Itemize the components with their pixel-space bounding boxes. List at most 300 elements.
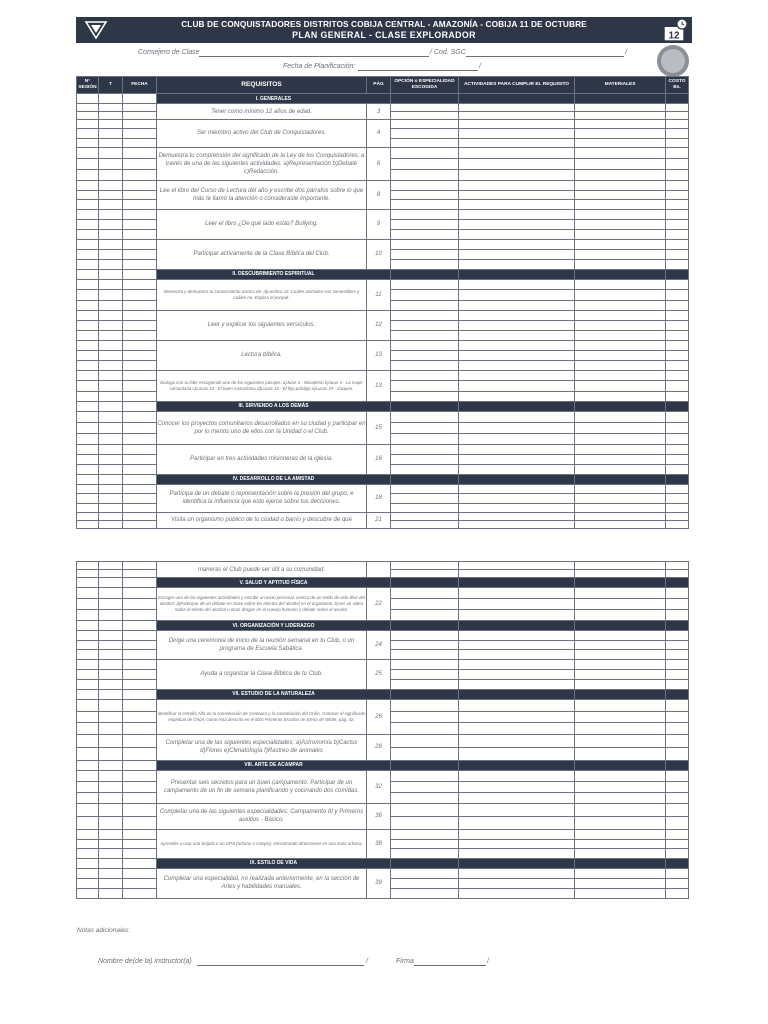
date-cell[interactable] <box>123 249 157 259</box>
cost-cell[interactable] <box>666 300 689 310</box>
t-cell[interactable] <box>99 816 123 829</box>
session-cell[interactable] <box>77 104 99 112</box>
cost-cell[interactable] <box>666 747 689 760</box>
materials-cell[interactable] <box>575 320 666 330</box>
option-cell[interactable] <box>391 679 459 689</box>
option-cell[interactable] <box>391 190 459 200</box>
activities-cell[interactable] <box>459 770 575 781</box>
session-cell[interactable] <box>77 484 99 493</box>
cost-cell[interactable] <box>666 512 689 520</box>
session-cell[interactable] <box>77 330 99 340</box>
option-cell[interactable] <box>391 747 459 760</box>
materials-cell[interactable] <box>575 659 666 669</box>
materials-cell[interactable] <box>575 104 666 112</box>
activities-cell[interactable] <box>459 562 575 570</box>
cost-cell[interactable] <box>666 699 689 711</box>
activities-cell[interactable] <box>459 640 575 650</box>
option-cell[interactable] <box>391 259 459 269</box>
t-cell[interactable] <box>99 610 123 621</box>
activities-cell[interactable] <box>459 239 575 249</box>
option-cell[interactable] <box>391 454 459 464</box>
session-cell[interactable] <box>77 310 99 320</box>
t-cell[interactable] <box>99 300 123 310</box>
date-cell[interactable] <box>123 360 157 370</box>
materials-cell[interactable] <box>575 640 666 650</box>
activities-cell[interactable] <box>459 888 575 898</box>
option-cell[interactable] <box>391 734 459 747</box>
cost-cell[interactable] <box>666 444 689 454</box>
date-cell[interactable] <box>123 562 157 570</box>
t-cell[interactable] <box>99 129 123 138</box>
t-cell[interactable] <box>99 381 123 391</box>
materials-cell[interactable] <box>575 360 666 370</box>
session-cell[interactable] <box>77 631 99 641</box>
option-cell[interactable] <box>391 444 459 454</box>
session-cell[interactable] <box>77 239 99 249</box>
session-cell[interactable] <box>77 209 99 219</box>
date-cell[interactable] <box>123 320 157 330</box>
materials-cell[interactable] <box>575 190 666 200</box>
materials-cell[interactable] <box>575 330 666 340</box>
cost-cell[interactable] <box>666 422 689 433</box>
cost-cell[interactable] <box>666 169 689 180</box>
materials-cell[interactable] <box>575 588 666 599</box>
t-cell[interactable] <box>99 330 123 340</box>
materials-cell[interactable] <box>575 816 666 829</box>
date-cell[interactable] <box>123 454 157 464</box>
activities-cell[interactable] <box>459 454 575 464</box>
t-cell[interactable] <box>99 484 123 493</box>
activities-cell[interactable] <box>459 503 575 512</box>
option-cell[interactable] <box>391 104 459 112</box>
activities-cell[interactable] <box>459 849 575 859</box>
activities-cell[interactable] <box>459 350 575 360</box>
activities-cell[interactable] <box>459 219 575 229</box>
cost-cell[interactable] <box>666 669 689 679</box>
option-cell[interactable] <box>391 290 459 300</box>
option-cell[interactable] <box>391 588 459 599</box>
date-cell[interactable] <box>123 888 157 898</box>
cost-cell[interactable] <box>666 360 689 370</box>
option-cell[interactable] <box>391 340 459 350</box>
session-cell[interactable] <box>77 723 99 735</box>
cost-cell[interactable] <box>666 849 689 859</box>
cost-cell[interactable] <box>666 484 689 493</box>
date-cell[interactable] <box>123 599 157 610</box>
activities-cell[interactable] <box>459 112 575 120</box>
session-cell[interactable] <box>77 610 99 621</box>
session-cell[interactable] <box>77 138 99 147</box>
activities-cell[interactable] <box>459 391 575 401</box>
activities-cell[interactable] <box>459 650 575 660</box>
cost-cell[interactable] <box>666 259 689 269</box>
date-cell[interactable] <box>123 839 157 849</box>
option-cell[interactable] <box>391 770 459 781</box>
option-cell[interactable] <box>391 512 459 520</box>
date-cell[interactable] <box>123 770 157 781</box>
option-cell[interactable] <box>391 849 459 859</box>
activities-cell[interactable] <box>459 868 575 878</box>
cost-cell[interactable] <box>666 381 689 391</box>
t-cell[interactable] <box>99 588 123 599</box>
materials-cell[interactable] <box>575 279 666 289</box>
t-cell[interactable] <box>99 249 123 259</box>
cost-cell[interactable] <box>666 770 689 781</box>
option-cell[interactable] <box>391 381 459 391</box>
option-cell[interactable] <box>391 494 459 503</box>
activities-cell[interactable] <box>459 249 575 259</box>
option-cell[interactable] <box>391 640 459 650</box>
cost-cell[interactable] <box>666 792 689 803</box>
cost-cell[interactable] <box>666 816 689 829</box>
session-cell[interactable] <box>77 512 99 520</box>
cost-cell[interactable] <box>666 650 689 660</box>
materials-cell[interactable] <box>575 878 666 888</box>
option-cell[interactable] <box>391 503 459 512</box>
t-cell[interactable] <box>99 734 123 747</box>
materials-cell[interactable] <box>575 781 666 792</box>
date-cell[interactable] <box>123 711 157 723</box>
t-cell[interactable] <box>99 792 123 803</box>
cost-cell[interactable] <box>666 104 689 112</box>
materials-cell[interactable] <box>575 391 666 401</box>
activities-cell[interactable] <box>459 659 575 669</box>
activities-cell[interactable] <box>459 340 575 350</box>
date-cell[interactable] <box>123 631 157 641</box>
option-cell[interactable] <box>391 209 459 219</box>
t-cell[interactable] <box>99 829 123 839</box>
session-cell[interactable] <box>77 300 99 310</box>
option-cell[interactable] <box>391 520 459 528</box>
activities-cell[interactable] <box>459 734 575 747</box>
session-cell[interactable] <box>77 839 99 849</box>
cost-cell[interactable] <box>666 562 689 570</box>
option-cell[interactable] <box>391 350 459 360</box>
t-cell[interactable] <box>99 104 123 112</box>
cost-cell[interactable] <box>666 279 689 289</box>
session-cell[interactable] <box>77 433 99 444</box>
materials-cell[interactable] <box>575 631 666 641</box>
activities-cell[interactable] <box>459 610 575 621</box>
t-cell[interactable] <box>99 138 123 147</box>
option-cell[interactable] <box>391 562 459 570</box>
cost-cell[interactable] <box>666 659 689 669</box>
date-cell[interactable] <box>123 829 157 839</box>
cost-cell[interactable] <box>666 411 689 422</box>
materials-cell[interactable] <box>575 679 666 689</box>
session-cell[interactable] <box>77 599 99 610</box>
option-cell[interactable] <box>391 330 459 340</box>
activities-cell[interactable] <box>459 792 575 803</box>
cost-cell[interactable] <box>666 888 689 898</box>
materials-cell[interactable] <box>575 259 666 269</box>
session-cell[interactable] <box>77 888 99 898</box>
cost-cell[interactable] <box>666 138 689 147</box>
activities-cell[interactable] <box>459 484 575 493</box>
materials-cell[interactable] <box>575 599 666 610</box>
t-cell[interactable] <box>99 503 123 512</box>
option-cell[interactable] <box>391 422 459 433</box>
option-cell[interactable] <box>391 229 459 239</box>
session-cell[interactable] <box>77 249 99 259</box>
option-cell[interactable] <box>391 279 459 289</box>
materials-cell[interactable] <box>575 734 666 747</box>
option-cell[interactable] <box>391 433 459 444</box>
t-cell[interactable] <box>99 650 123 660</box>
t-cell[interactable] <box>99 158 123 169</box>
date-cell[interactable] <box>123 699 157 711</box>
activities-cell[interactable] <box>459 669 575 679</box>
session-cell[interactable] <box>77 120 99 129</box>
t-cell[interactable] <box>99 350 123 360</box>
option-cell[interactable] <box>391 360 459 370</box>
t-cell[interactable] <box>99 770 123 781</box>
date-cell[interactable] <box>123 723 157 735</box>
materials-cell[interactable] <box>575 370 666 380</box>
date-cell[interactable] <box>123 239 157 249</box>
t-cell[interactable] <box>99 723 123 735</box>
option-cell[interactable] <box>391 249 459 259</box>
option-cell[interactable] <box>391 464 459 474</box>
date-cell[interactable] <box>123 868 157 878</box>
t-cell[interactable] <box>99 239 123 249</box>
option-cell[interactable] <box>391 570 459 578</box>
materials-cell[interactable] <box>575 849 666 859</box>
cost-cell[interactable] <box>666 570 689 578</box>
cost-cell[interactable] <box>666 679 689 689</box>
cost-cell[interactable] <box>666 330 689 340</box>
cost-cell[interactable] <box>666 310 689 320</box>
t-cell[interactable] <box>99 570 123 578</box>
date-cell[interactable] <box>123 391 157 401</box>
t-cell[interactable] <box>99 340 123 350</box>
cost-cell[interactable] <box>666 588 689 599</box>
cost-cell[interactable] <box>666 190 689 200</box>
date-cell[interactable] <box>123 816 157 829</box>
t-cell[interactable] <box>99 411 123 422</box>
session-cell[interactable] <box>77 444 99 454</box>
materials-cell[interactable] <box>575 200 666 210</box>
activities-cell[interactable] <box>459 520 575 528</box>
materials-cell[interactable] <box>575 112 666 120</box>
materials-cell[interactable] <box>575 229 666 239</box>
cost-cell[interactable] <box>666 200 689 210</box>
option-cell[interactable] <box>391 699 459 711</box>
option-cell[interactable] <box>391 391 459 401</box>
option-cell[interactable] <box>391 219 459 229</box>
session-cell[interactable] <box>77 711 99 723</box>
materials-cell[interactable] <box>575 180 666 190</box>
materials-cell[interactable] <box>575 711 666 723</box>
t-cell[interactable] <box>99 849 123 859</box>
date-cell[interactable] <box>123 259 157 269</box>
date-cell[interactable] <box>123 422 157 433</box>
session-cell[interactable] <box>77 391 99 401</box>
date-cell[interactable] <box>123 650 157 660</box>
t-cell[interactable] <box>99 494 123 503</box>
session-cell[interactable] <box>77 699 99 711</box>
session-cell[interactable] <box>77 520 99 528</box>
date-cell[interactable] <box>123 279 157 289</box>
t-cell[interactable] <box>99 699 123 711</box>
date-cell[interactable] <box>123 484 157 493</box>
t-cell[interactable] <box>99 512 123 520</box>
cost-cell[interactable] <box>666 158 689 169</box>
date-cell[interactable] <box>123 781 157 792</box>
date-cell[interactable] <box>123 330 157 340</box>
t-cell[interactable] <box>99 562 123 570</box>
t-cell[interactable] <box>99 659 123 669</box>
session-cell[interactable] <box>77 878 99 888</box>
materials-cell[interactable] <box>575 723 666 735</box>
cost-cell[interactable] <box>666 290 689 300</box>
activities-cell[interactable] <box>459 229 575 239</box>
option-cell[interactable] <box>391 792 459 803</box>
session-cell[interactable] <box>77 219 99 229</box>
session-cell[interactable] <box>77 381 99 391</box>
t-cell[interactable] <box>99 747 123 760</box>
activities-cell[interactable] <box>459 679 575 689</box>
date-cell[interactable] <box>123 494 157 503</box>
session-cell[interactable] <box>77 816 99 829</box>
date-cell[interactable] <box>123 310 157 320</box>
session-cell[interactable] <box>77 747 99 760</box>
cost-cell[interactable] <box>666 803 689 816</box>
cost-cell[interactable] <box>666 112 689 120</box>
materials-cell[interactable] <box>575 829 666 839</box>
activities-cell[interactable] <box>459 512 575 520</box>
activities-cell[interactable] <box>459 747 575 760</box>
option-cell[interactable] <box>391 803 459 816</box>
materials-cell[interactable] <box>575 444 666 454</box>
date-cell[interactable] <box>123 610 157 621</box>
activities-cell[interactable] <box>459 381 575 391</box>
date-cell[interactable] <box>123 340 157 350</box>
option-cell[interactable] <box>391 868 459 878</box>
cost-cell[interactable] <box>666 239 689 249</box>
activities-cell[interactable] <box>459 699 575 711</box>
activities-cell[interactable] <box>459 878 575 888</box>
t-cell[interactable] <box>99 229 123 239</box>
session-cell[interactable] <box>77 503 99 512</box>
t-cell[interactable] <box>99 520 123 528</box>
t-cell[interactable] <box>99 631 123 641</box>
t-cell[interactable] <box>99 147 123 158</box>
materials-cell[interactable] <box>575 300 666 310</box>
materials-cell[interactable] <box>575 868 666 878</box>
t-cell[interactable] <box>99 310 123 320</box>
materials-cell[interactable] <box>575 494 666 503</box>
cost-cell[interactable] <box>666 829 689 839</box>
materials-cell[interactable] <box>575 888 666 898</box>
date-cell[interactable] <box>123 640 157 650</box>
option-cell[interactable] <box>391 781 459 792</box>
cost-cell[interactable] <box>666 839 689 849</box>
cost-cell[interactable] <box>666 391 689 401</box>
materials-cell[interactable] <box>575 562 666 570</box>
session-cell[interactable] <box>77 370 99 380</box>
cost-cell[interactable] <box>666 433 689 444</box>
session-cell[interactable] <box>77 770 99 781</box>
session-cell[interactable] <box>77 562 99 570</box>
t-cell[interactable] <box>99 454 123 464</box>
session-cell[interactable] <box>77 792 99 803</box>
option-cell[interactable] <box>391 411 459 422</box>
activities-cell[interactable] <box>459 839 575 849</box>
session-cell[interactable] <box>77 588 99 599</box>
session-cell[interactable] <box>77 147 99 158</box>
activities-cell[interactable] <box>459 570 575 578</box>
date-cell[interactable] <box>123 120 157 129</box>
activities-cell[interactable] <box>459 422 575 433</box>
t-cell[interactable] <box>99 190 123 200</box>
option-cell[interactable] <box>391 120 459 129</box>
materials-cell[interactable] <box>575 610 666 621</box>
option-cell[interactable] <box>391 310 459 320</box>
date-cell[interactable] <box>123 129 157 138</box>
option-cell[interactable] <box>391 138 459 147</box>
t-cell[interactable] <box>99 599 123 610</box>
activities-cell[interactable] <box>459 147 575 158</box>
activities-cell[interactable] <box>459 104 575 112</box>
option-cell[interactable] <box>391 158 459 169</box>
cost-cell[interactable] <box>666 180 689 190</box>
materials-cell[interactable] <box>575 747 666 760</box>
activities-cell[interactable] <box>459 829 575 839</box>
date-cell[interactable] <box>123 370 157 380</box>
materials-cell[interactable] <box>575 699 666 711</box>
activities-cell[interactable] <box>459 781 575 792</box>
option-cell[interactable] <box>391 669 459 679</box>
date-cell[interactable] <box>123 219 157 229</box>
t-cell[interactable] <box>99 878 123 888</box>
session-cell[interactable] <box>77 169 99 180</box>
cost-cell[interactable] <box>666 120 689 129</box>
t-cell[interactable] <box>99 888 123 898</box>
date-cell[interactable] <box>123 679 157 689</box>
option-cell[interactable] <box>391 839 459 849</box>
cost-cell[interactable] <box>666 249 689 259</box>
date-cell[interactable] <box>123 792 157 803</box>
session-cell[interactable] <box>77 112 99 120</box>
option-cell[interactable] <box>391 816 459 829</box>
option-cell[interactable] <box>391 878 459 888</box>
date-cell[interactable] <box>123 878 157 888</box>
option-cell[interactable] <box>391 888 459 898</box>
activities-cell[interactable] <box>459 158 575 169</box>
t-cell[interactable] <box>99 180 123 190</box>
session-cell[interactable] <box>77 320 99 330</box>
option-cell[interactable] <box>391 650 459 660</box>
materials-cell[interactable] <box>575 650 666 660</box>
materials-cell[interactable] <box>575 169 666 180</box>
materials-cell[interactable] <box>575 158 666 169</box>
option-cell[interactable] <box>391 300 459 310</box>
materials-cell[interactable] <box>575 129 666 138</box>
t-cell[interactable] <box>99 320 123 330</box>
materials-cell[interactable] <box>575 570 666 578</box>
option-cell[interactable] <box>391 180 459 190</box>
date-cell[interactable] <box>123 180 157 190</box>
materials-cell[interactable] <box>575 433 666 444</box>
t-cell[interactable] <box>99 290 123 300</box>
session-cell[interactable] <box>77 849 99 859</box>
activities-cell[interactable] <box>459 360 575 370</box>
materials-cell[interactable] <box>575 669 666 679</box>
date-cell[interactable] <box>123 381 157 391</box>
activities-cell[interactable] <box>459 310 575 320</box>
date-cell[interactable] <box>123 734 157 747</box>
